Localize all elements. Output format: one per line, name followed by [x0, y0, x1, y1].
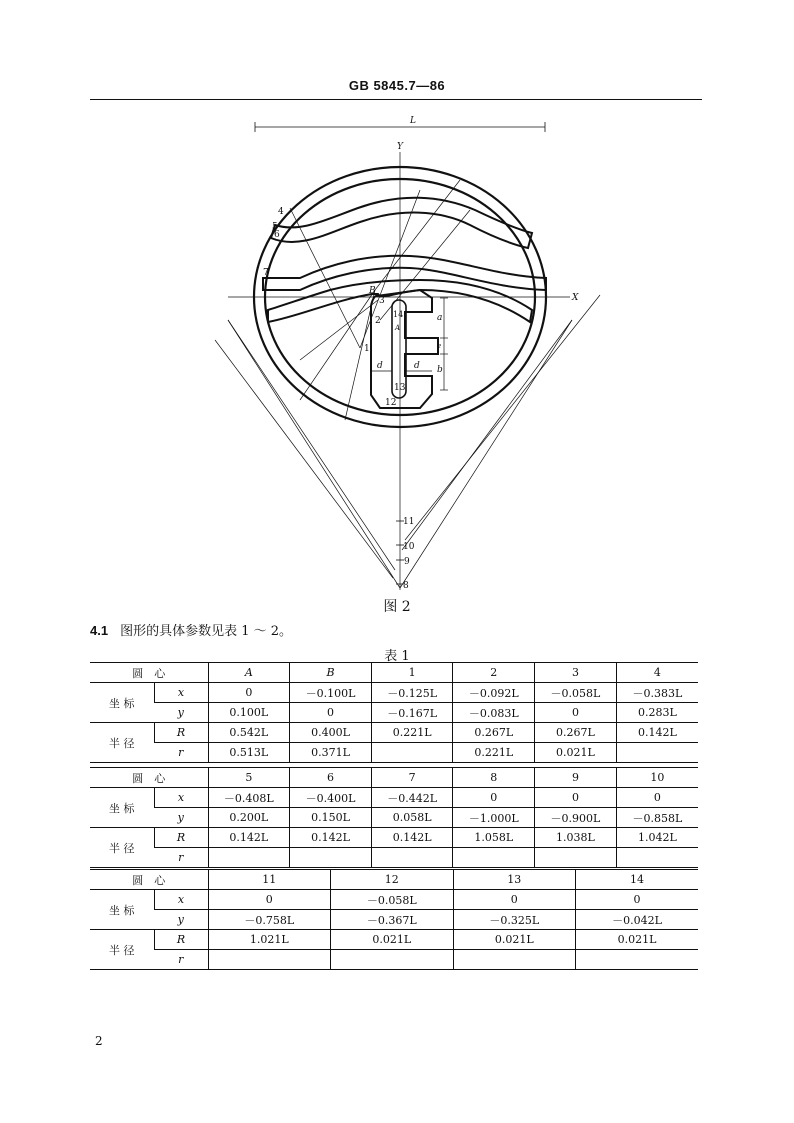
cell: －0.058L [535, 683, 617, 703]
label-L: L [410, 116, 416, 126]
label-5: 5 [272, 222, 278, 232]
cell: －0.383L [616, 683, 698, 703]
cell: 0.267L [535, 723, 617, 743]
cell: 0.142L [208, 828, 290, 848]
cell: －0.100L [290, 683, 372, 703]
cell: －0.858L [616, 808, 698, 828]
cell: 0.200L [208, 808, 290, 828]
cell: －0.325L [453, 910, 576, 930]
col-header: 1 [371, 663, 453, 683]
cell: －1.000L [453, 808, 535, 828]
label-7: 7 [263, 268, 269, 278]
section-number: 4.1 [90, 623, 109, 638]
sub-label-r: r [154, 848, 208, 868]
label-d-left: d [377, 361, 383, 371]
col-header: 4 [616, 663, 698, 683]
cell: 1.042L [616, 828, 698, 848]
cell [616, 743, 698, 763]
cell [208, 950, 331, 970]
cell: －0.408L [208, 788, 290, 808]
cell: －0.442L [371, 788, 453, 808]
col-header: A [208, 663, 290, 683]
label-Y: Y [397, 142, 403, 152]
label-A: A [395, 324, 401, 332]
cell: －0.758L [208, 910, 331, 930]
label-13: 13 [394, 383, 406, 393]
cell: 1.058L [453, 828, 535, 848]
cell: 0.021L [453, 930, 576, 950]
cell [535, 848, 617, 868]
cell: 0.058L [371, 808, 453, 828]
cell: 0.513L [208, 743, 290, 763]
cell: 0.142L [371, 828, 453, 848]
sub-label-r: r [154, 950, 208, 970]
cell [290, 848, 372, 868]
document-code: GB 5845.7—86 [348, 78, 446, 93]
cell: 0.150L [290, 808, 372, 828]
cell: 0 [208, 683, 290, 703]
cell: 0.142L [290, 828, 372, 848]
cell: 0.400L [290, 723, 372, 743]
cell [576, 950, 699, 970]
cell: 0.100L [208, 703, 290, 723]
row-label-coord: 坐 标 [90, 788, 154, 828]
sub-label-r: r [154, 743, 208, 763]
cell: 0 [290, 703, 372, 723]
label-6: 6 [274, 230, 280, 240]
label-2: 2 [375, 316, 381, 326]
row-label-radius: 半 径 [90, 828, 154, 868]
label-4: 4 [278, 207, 284, 217]
cell: 0.267L [453, 723, 535, 743]
col-header: 12 [331, 870, 454, 890]
col-header: B [290, 663, 372, 683]
cell: 0.021L [535, 743, 617, 763]
col-header: 2 [453, 663, 535, 683]
cell [453, 950, 576, 970]
label-10: 10 [403, 542, 415, 552]
col-header: 3 [535, 663, 617, 683]
middle-bar [263, 256, 546, 290]
table-block-3 [90, 869, 698, 970]
label-a: a [437, 313, 443, 323]
section-paragraph [90, 620, 292, 639]
label-d-right: d [414, 361, 420, 371]
cell: －0.367L [331, 910, 454, 930]
sub-label-R: R [154, 930, 208, 950]
cell: －0.042L [576, 910, 699, 930]
col-header: 10 [616, 768, 698, 788]
col-header: 7 [371, 768, 453, 788]
cell: 0 [208, 890, 331, 910]
cell: －0.400L [290, 788, 372, 808]
label-1: 1 [364, 344, 370, 354]
sub-label-x: x [154, 788, 208, 808]
cell: 0.542L [208, 723, 290, 743]
cell: －0.092L [453, 683, 535, 703]
cell: 0.283L [616, 703, 698, 723]
col-header: 5 [208, 768, 290, 788]
table-title: 表 1 [384, 649, 410, 664]
col-header: 6 [290, 768, 372, 788]
section-text: 图形的具体参数见表 1 ～ 2。 [120, 624, 293, 639]
col-header: 9 [535, 768, 617, 788]
cell [616, 848, 698, 868]
figure-caption: 图 2 [383, 599, 411, 615]
sub-label-y: y [154, 808, 208, 828]
label-3: 3 [379, 296, 385, 306]
row-label-coord: 坐 标 [90, 890, 154, 930]
label-e: e [437, 342, 442, 350]
sub-label-R: R [154, 828, 208, 848]
label-B: B [369, 286, 376, 296]
cell [453, 848, 535, 868]
cell [208, 848, 290, 868]
cell: －0.058L [331, 890, 454, 910]
cell: －0.900L [535, 808, 617, 828]
cell: －0.167L [371, 703, 453, 723]
cell: 0 [616, 788, 698, 808]
cell: 1.021L [208, 930, 331, 950]
cell: 0 [576, 890, 699, 910]
cell: 0.221L [453, 743, 535, 763]
cell: 0.021L [576, 930, 699, 950]
cell [371, 743, 453, 763]
row-label-coord: 坐 标 [90, 683, 154, 723]
cell: 0 [453, 788, 535, 808]
label-11: 11 [403, 517, 415, 527]
table-block-1 [90, 662, 698, 763]
sub-label-x: x [154, 890, 208, 910]
cell: －0.083L [453, 703, 535, 723]
table-block-2 [90, 767, 698, 868]
label-9: 9 [404, 557, 410, 567]
cell: 0.221L [371, 723, 453, 743]
header-center: 圆 心 [90, 663, 208, 683]
row-label-radius: 半 径 [90, 930, 154, 970]
sub-label-x: x [154, 683, 208, 703]
col-header: 13 [453, 870, 576, 890]
sub-label-y: y [154, 703, 208, 723]
cell: 0.142L [616, 723, 698, 743]
label-14: 14 [393, 310, 404, 319]
upper-bar [271, 198, 532, 248]
sub-label-R: R [154, 723, 208, 743]
sub-label-y: y [154, 910, 208, 930]
cell: －0.125L [371, 683, 453, 703]
header-center: 圆 心 [90, 870, 208, 890]
label-12: 12 [385, 398, 397, 408]
header-center: 圆 心 [90, 768, 208, 788]
cell: 0.021L [331, 930, 454, 950]
cell: 1.038L [535, 828, 617, 848]
col-header: 11 [208, 870, 331, 890]
row-label-radius: 半 径 [90, 723, 154, 763]
cell: 0 [535, 703, 617, 723]
cell [371, 848, 453, 868]
dimension-L [255, 122, 545, 132]
page-number: 2 [95, 1034, 103, 1048]
cell: 0 [453, 890, 576, 910]
cell: 0.371L [290, 743, 372, 763]
label-8: 8 [403, 581, 409, 591]
label-b: b [437, 365, 443, 375]
label-X: X [572, 293, 579, 303]
col-header: 14 [576, 870, 699, 890]
cell [331, 950, 454, 970]
cell: 0 [535, 788, 617, 808]
col-header: 8 [453, 768, 535, 788]
